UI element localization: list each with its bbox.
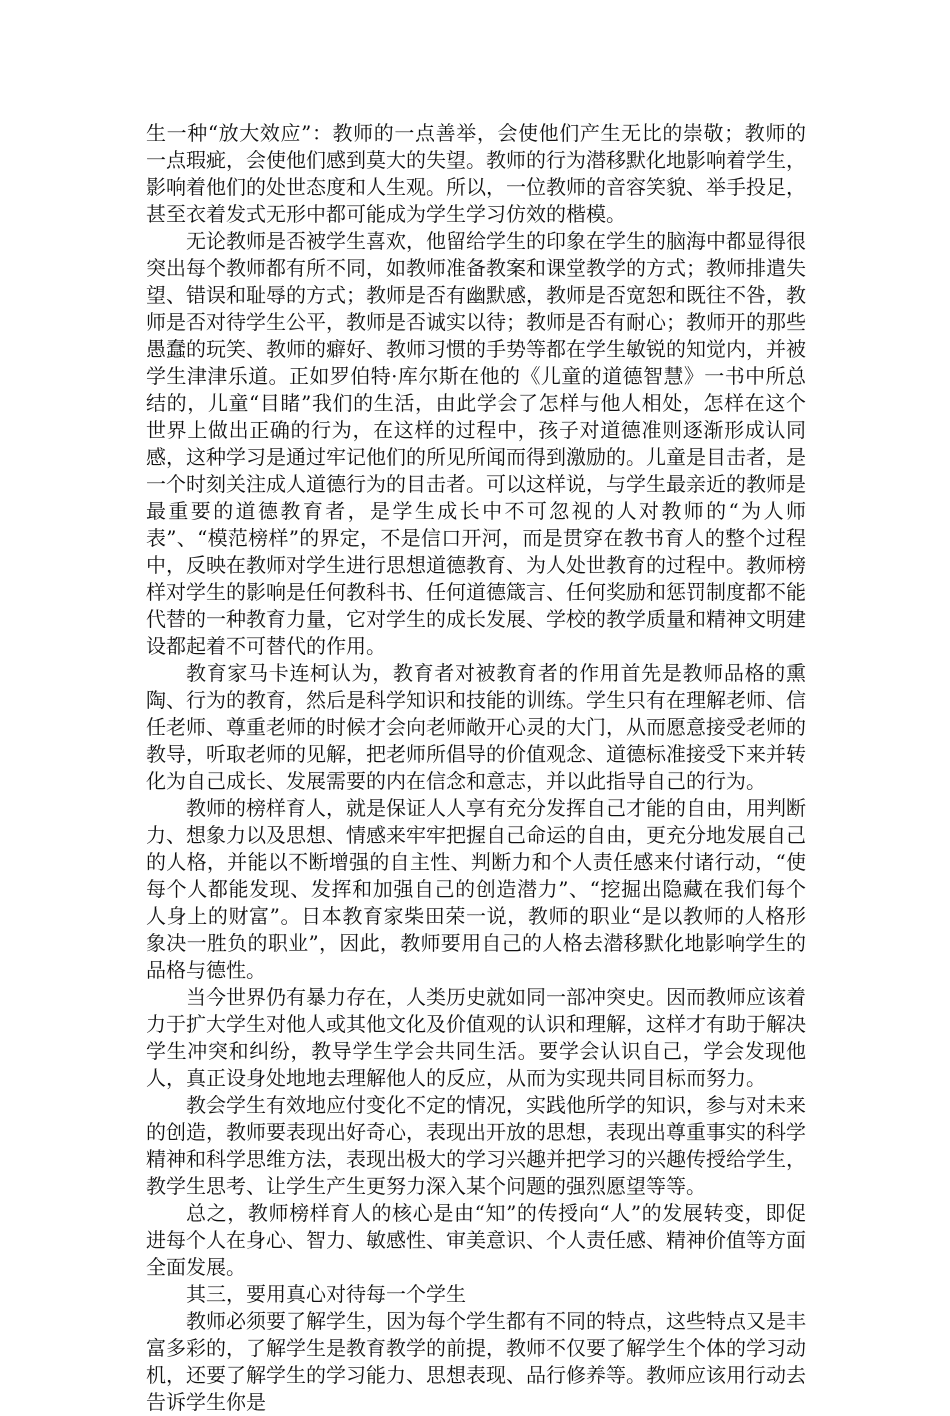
paragraph-5: 当今世界仍有暴力存在，人类历史就如同一部冲突史。因而教师应该着力于扩大学生对他人或其他文化及价值观的认识和理解，这样才有助于解决学生冲突和纠纷，教导学生学会共同生活。要学会认识自己，学会发现他人，真正设身处地地去理解他人的反应，从而为实现共同目标而努力。 bbox=[146, 985, 806, 1090]
paragraph-9: 教师必须要了解学生，因为每个学生都有不同的特点，这些特点又是丰富多彩的，了解学生是教育教学的前提，教师不仅要了解学生个体的学习动机，还要了解学生的学习能力、思想表现、品行修养等。教师应该用行动去告诉学生你是 bbox=[146, 1309, 806, 1414]
paragraph-4: 教师的榜样育人，就是保证人人享有充分发挥自己才能的自由，用判断力、想象力以及思想、情感来牢牢把握自己命运的自由，更充分地发展自己的人格，并能以不断增强的自主性、判断力和个人责任感来付诸行动，“使每个人都能发现、发挥和加强自己的创造潜力”、“挖掘出隐藏在我们每个人身上的财富”。日本教育家柴田荣一说，教师的职业“是以教师的人格形象决一胜负的职业”，因此，教师要用自己的人格去潜移默化地影响学生的品格与德性。 bbox=[146, 796, 806, 982]
section-heading: 其三，要用真心对待每一个学生 bbox=[186, 1282, 466, 1306]
paragraph-1: 生一种“放大效应”：教师的一点善举，会使他们产生无比的崇敬；教师的一点瑕疵，会使他们感到莫大的失望。教师的行为潜移默化地影响着学生，影响着他们的处世态度和人生观。所以，一位教师的音容笑貌、举手投足，甚至衣着发式无形中都可能成为学生学习仿效的楷模。 bbox=[146, 121, 806, 226]
paragraph-6: 教会学生有效地应付变化不定的情况，实践他所学的知识，参与对未来的创造，教师要表现出好奇心，表现出开放的思想，表现出尊重事实的科学精神和科学思维方法，表现出极大的学习兴趣并把学习的兴趣传授给学生，教学生思考、让学生产生更努力深入某个问题的强烈愿望等等。 bbox=[146, 1093, 806, 1198]
paragraph-2: 无论教师是否被学生喜欢，他留给学生的印象在学生的脑海中都显得很突出每个教师都有所不同，如教师准备教案和课堂教学的方式；教师排遣失望、错误和耻辱的方式；教师是否有幽默感，教师是否宽恕和既往不咎，教师是否对待学生公平，教师是否诚实以待；教师是否有耐心；教师开的那些愚蠢的玩笑、教师的癖好、教师习惯的手势等都在学生敏锐的知觉内，并被学生津津乐道。正如罗伯特·库尔斯在他的《儿童的道德智慧》一书中所总结的，儿童“目睹”我们的生活，由此学会了怎样与他人相处，怎样在这个世界上做出正确的行为，在这样的过程中，孩子对道德准则逐渐形成认同感，这种学习是通过牢记他们的所见所闻而得到激励的。儿童是目击者，是一个时刻关注成人道德行为的目击者。可以这样说，与学生最亲近的教师是最重要的道德教育者，是学生成长中不可忽视的人对教师的“为人师表”、“模范榜样”的界定，不是信口开河，而是贯穿在教书育人的整个过程中，反映在教师对学生进行思想道德教育、为人处世教育的过程中。教师榜样对学生的影响是任何教科书、任何道德箴言、任何奖励和惩罚制度都不能代替的一种教育力量，它对学生的成长发展、学校的教学质量和精神文明建设都起着不可替代的作用。 bbox=[146, 229, 806, 658]
document-page bbox=[146, 120, 806, 1416]
paragraph-3: 教育家马卡连柯认为，教育者对被教育者的作用首先是教师品格的熏陶、行为的教育，然后是科学知识和技能的训练。学生只有在理解老师、信任老师、尊重老师的时候才会向老师敞开心灵的大门，从而愿意接受老师的教导，听取老师的见解，把老师所倡导的价值观念、道德标准接受下来并转化为自己成长、发展需要的内在信念和意志，并以此指导自己的行为。 bbox=[146, 661, 806, 793]
paragraph-7: 总之，教师榜样育人的核心是由“知”的传授向“人”的发展转变，即促进每个人在身心、智力、敏感性、审美意识、个人责任感、精神价值等方面全面发展。 bbox=[146, 1201, 806, 1279]
